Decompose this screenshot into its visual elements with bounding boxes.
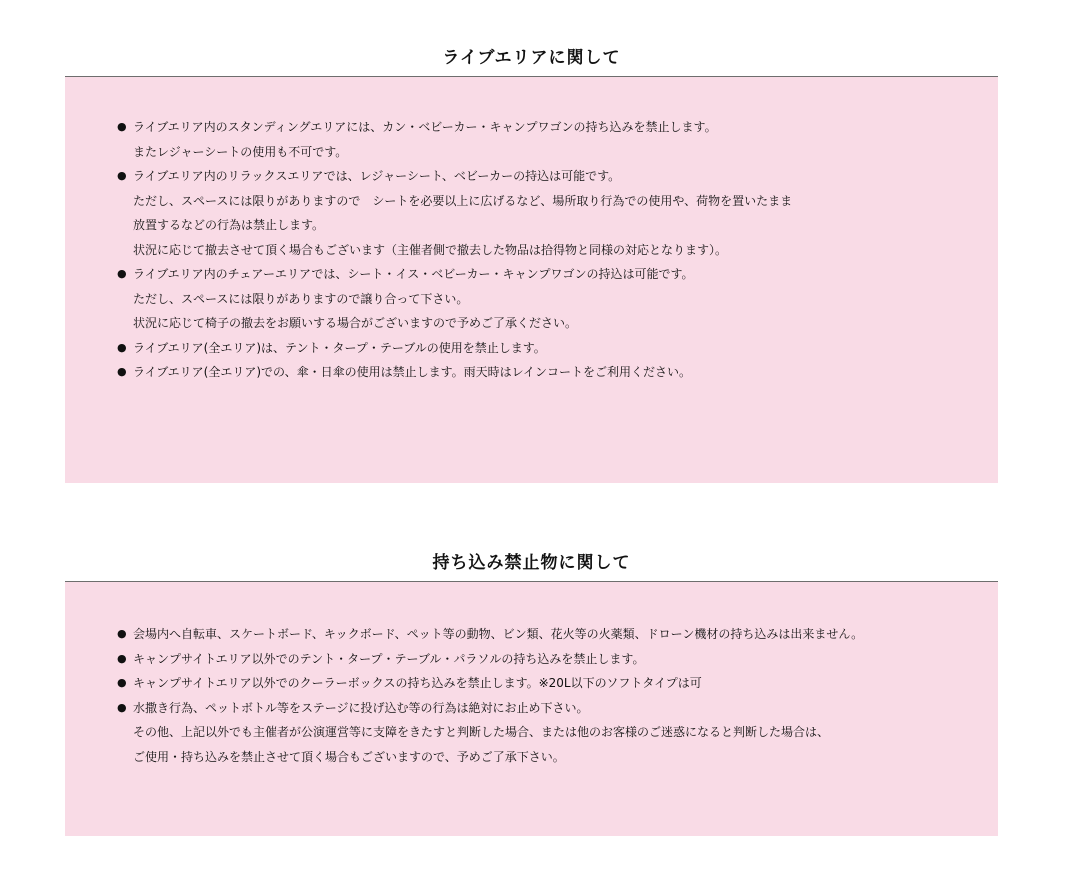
bullet-icon: ● [117, 169, 127, 182]
rule-text: キャンプサイトエリア以外でのクーラーボックスの持ち込みを禁止します。※20L以下のソフトタイプは可 [133, 676, 702, 690]
rule-text: 状況に応じて椅子の撤去をお願いする場合がございますので予めご了承ください。 [133, 316, 578, 330]
rule-text: ただし、スペースには限りがありますので譲り合って下さい。 [133, 291, 469, 306]
bullet-icon: ● [117, 340, 127, 354]
rule-text: ライブエリア内のチェアーエリアでは、シート・イス・ベビーカー・キャンプワゴンの持込は可能です。 [133, 267, 694, 281]
list-item [117, 336, 998, 361]
live-area-panel [65, 77, 998, 483]
bullet-icon: ● [117, 627, 127, 640]
rule-text: ライブエリア(全エリア)は、テント・タープ・テーブルの使用を禁止します。 [133, 340, 546, 355]
list-item [117, 164, 998, 262]
bullet-icon: ● [117, 651, 127, 665]
rule-text: ライブエリア内のスタンディングエリアには、カン・ベビーカー・キャンプワゴンの持ち込みを禁止します。 [133, 120, 717, 134]
rule-text: 状況に応じて撤去させて頂く場合もございます（主催者側で撤去した物品は拾得物と同様の対応となります）。 [133, 242, 728, 257]
rule-text: またレジャーシートの使用も不可です。 [133, 144, 348, 159]
list-item [117, 262, 998, 336]
rule-text: ご使用・持ち込みを禁止させて頂く場合もございますので、予めご了承下さい。 [133, 749, 565, 764]
list-item [117, 115, 998, 164]
bullet-icon: ● [117, 365, 127, 378]
rule-text: キャンプサイトエリア以外でのテント・タープ・テーブル・パラソルの持ち込みを禁止します。 [133, 651, 645, 666]
rule-text: ただし、スペースには限りがありますので シートを必要以上に広げるなど、場所取り行為での使用や、荷物を置いたまま [133, 193, 793, 208]
rule-text: その他、上記以外でも主催者が公演運営等に支障をきたすと判断した場合、または他のお客様のご迷惑になると判断した場合は、 [133, 725, 830, 739]
list-item [117, 671, 998, 696]
list-item [117, 360, 998, 385]
bullet-icon: ● [117, 120, 127, 133]
rule-text: ライブエリア(全エリア)での、傘・日傘の使用は禁止します。雨天時はレインコートをご利用ください。 [133, 365, 692, 379]
live-area-section [65, 40, 998, 483]
list-item [117, 622, 998, 647]
rule-text: 会場内へ自転車、スケートボード、キックボード、ペット等の動物、ビン類、花火等の火薬類、ドローン機材の持ち込みは出来ません。 [133, 627, 864, 641]
rule-text: 水撒き行為、ペットボトル等をステージに投げ込む等の行為は絶対にお止め下さい。 [133, 700, 589, 715]
live-area-rules-list [65, 115, 998, 385]
list-item [117, 647, 998, 672]
rule-text: ライブエリア内のリラックスエリアでは、レジャーシート、ベビーカーの持込は可能です。 [133, 169, 621, 183]
prohibited-items-panel [65, 582, 998, 836]
bullet-icon: ● [117, 676, 127, 689]
live-area-title: ライブエリアに関して [442, 48, 621, 68]
prohibited-items-section [65, 545, 998, 836]
list-item [117, 696, 998, 770]
bullet-icon: ● [117, 700, 127, 714]
prohibited-items-rules-list [65, 622, 998, 769]
rule-text: 放置するなどの行為は禁止します。 [133, 218, 325, 232]
bullet-icon: ● [117, 267, 127, 280]
prohibited-items-title: 持ち込み禁止物に関して [432, 553, 631, 573]
